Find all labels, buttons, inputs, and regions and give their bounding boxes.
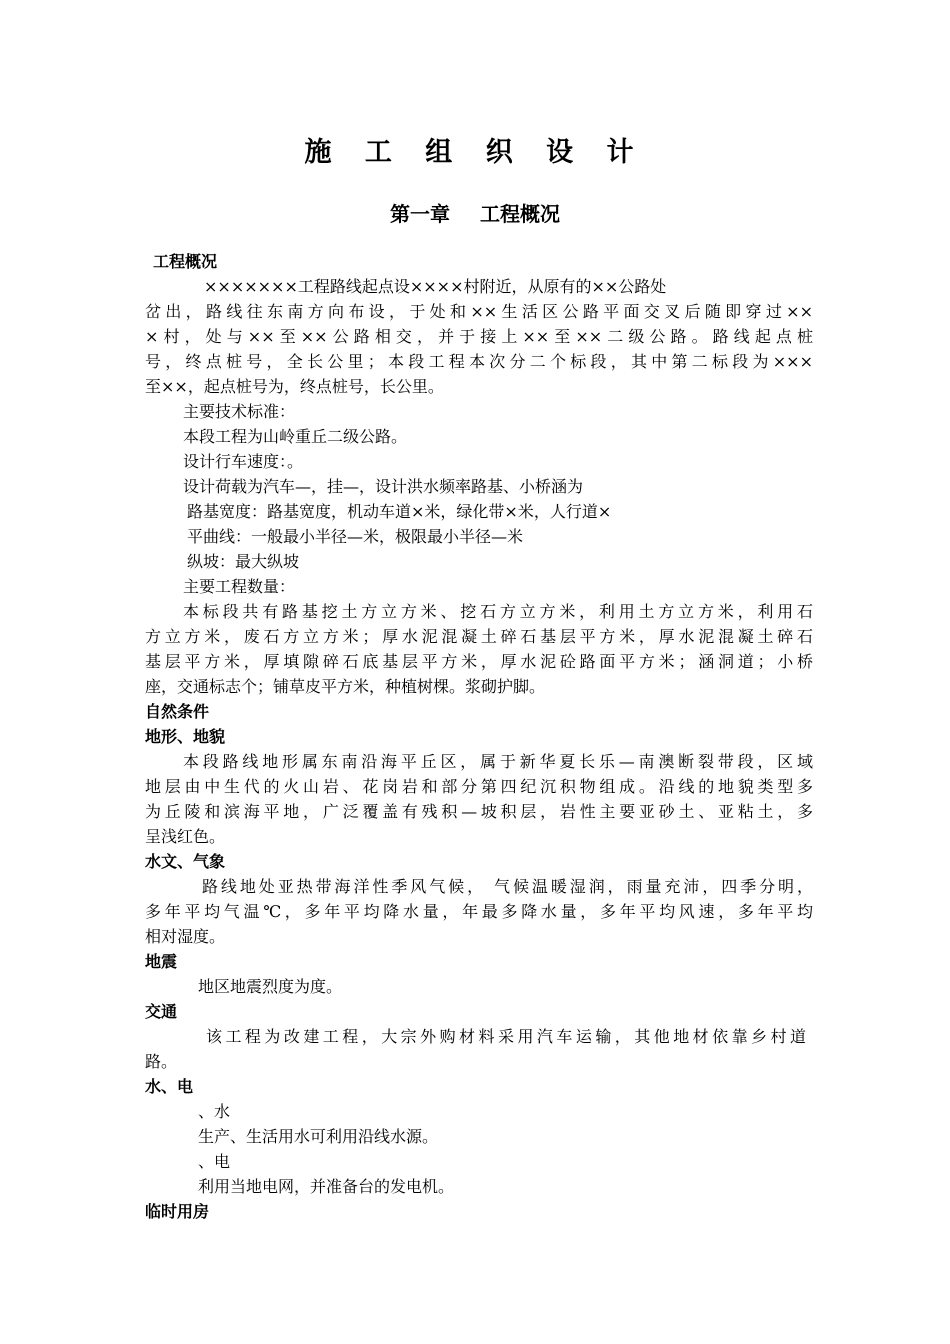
paragraph-line: 基层平方米，厚填隙碎石底基层平方米，厚水泥砼路面平方米；涵洞道；小桥 xyxy=(145,652,813,671)
paragraph-line: 该工程为改建工程，大宗外购材料采用汽车运输，其他地材依靠乡村道 xyxy=(206,1027,806,1046)
paragraph-line: 本段路线地形属东南沿海平丘区，属于新华夏长乐—南澳断裂带段，区域 xyxy=(183,752,813,771)
chapter-title: 工程概况 xyxy=(480,202,560,226)
paragraph-line: 生产、生活用水可利用沿线水源。 xyxy=(198,1127,439,1146)
paragraph-line: 地区地震烈度为度。 xyxy=(198,977,343,996)
chapter-number: 第一章 xyxy=(390,202,450,226)
paragraph-line: 主要工程数量： xyxy=(183,577,296,596)
paragraph-line: 为丘陵和滨海平地，广泛覆盖有残积—坡积层，岩性主要亚砂土、亚粘土，多 xyxy=(145,802,813,821)
paragraph-line: 、电 xyxy=(198,1152,231,1171)
paragraph-line: 多年平均气温℃，多年平均降水量，年最多降水量，多年平均风速，多年平均 xyxy=(145,902,813,921)
paragraph-line: ×××××××工程路线起点设××××村附近，从原有的××公路处 xyxy=(204,277,667,296)
paragraph-line: 本标段共有路基挖土方立方米、挖石方立方米，利用土方立方米，利用石 xyxy=(183,602,813,621)
paragraph-line: 设计荷载为汽车—，挂—，设计洪水频率路基、小桥涵为 xyxy=(183,477,584,496)
paragraph-line: 岔出，路线往东南方向布设，于处和××生活区公路平面交叉后随即穿过×× xyxy=(145,302,813,321)
paragraph-line: 设计行车速度：。 xyxy=(183,452,304,471)
section-heading: 工程概况 xyxy=(153,252,218,271)
paragraph-line: 呈浅红色。 xyxy=(145,827,226,846)
paragraph-line: 利用当地电网，并准备台的发电机。 xyxy=(198,1177,455,1196)
section-heading: 地震 xyxy=(145,952,178,971)
paragraph-line: 本段工程为山岭重丘二级公路。 xyxy=(183,427,408,446)
paragraph-line: 主要技术标准： xyxy=(183,402,296,421)
paragraph-line: 路基宽度：路基宽度，机动车道×米，绿化带×米，人行道× xyxy=(187,502,612,521)
paragraph-line: 平曲线：一般最小半径—米，极限最小半径—米 xyxy=(187,527,524,546)
paragraph-line: 相对湿度。 xyxy=(145,927,226,946)
section-heading: 自然条件 xyxy=(145,702,210,721)
paragraph-line: 地层由中生代的火山岩、花岗岩和部分第四纪沉积物组成。沿线的地貌类型多 xyxy=(145,777,813,796)
paragraph-line: 方立方米，废石方立方米；厚水泥混凝土碎石基层平方米，厚水泥混凝土碎石 xyxy=(145,627,813,646)
paragraph-line: 纵坡：最大纵坡 xyxy=(187,552,300,571)
document-title: 施 工 组 织 设 计 xyxy=(304,137,646,168)
section-heading: 临时用房 xyxy=(145,1202,210,1221)
section-heading: 地形、地貌 xyxy=(145,727,226,746)
chapter-heading xyxy=(0,198,950,227)
section-heading: 水、电 xyxy=(145,1077,194,1096)
paragraph-line: 座，交通标志个；铺草皮平方米，种植树棵。浆砌护脚。 xyxy=(145,677,546,696)
section-heading: 交通 xyxy=(145,1002,178,1021)
paragraph-line: 、水 xyxy=(198,1102,231,1121)
paragraph-line: ×村，处与××至××公路相交，并于接上××至××二级公路。路线起点桩 xyxy=(145,327,813,346)
paragraph-line: 号，终点桩号，全长公里；本段工程本次分二个标段，其中第二标段为××× xyxy=(145,352,813,371)
paragraph-line: 至××，起点桩号为，终点桩号，长公里。 xyxy=(145,377,444,396)
paragraph-line: 路。 xyxy=(145,1052,178,1071)
section-heading: 水文、气象 xyxy=(145,852,226,871)
paragraph-line: 路线地处亚热带海洋性季风气候， 气候温暖湿润，雨量充沛，四季分明， xyxy=(202,877,813,896)
